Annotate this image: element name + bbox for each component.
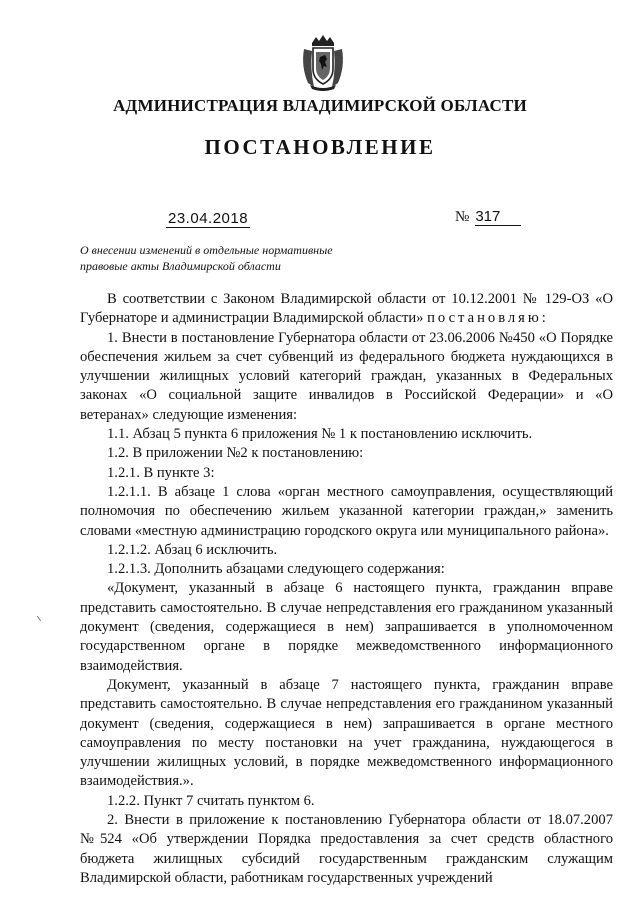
paragraph: 1.2.1.3. Дополнить абзацами следующего содержания: [107,561,445,578]
paragraph: 1.2.2. Пункт 7 считать пунктом 6. [107,792,315,809]
preamble-text: В соответствии с Законом Владимирской области от 10.12.2001 № 129-ОЗ «О Губернаторе и администрации Владимирской области» [80,291,613,327]
coat-of-arms-icon [298,33,348,91]
paragraph-preamble [80,290,613,329]
subject-line: правовые акты Владимирской области [80,259,281,273]
paragraph: Документ, указанный в абзаце 7 настоящего пункта, гражданин вправе представить самостоятельно. В случае непредставления его гражданином указанный документ (сведения, содержащиеся в нем) запрашивается в органе местного самоуправления по месту постановки на учет гражданина, нуждающегося в улучшении жилищных условий, в порядке межведомственного информационного взаимодействия.». [80,676,613,790]
document-date: 23.04.2018 [168,210,249,227]
number-value: 317 [475,208,521,226]
paragraph: 2. Внести в приложение к постановлению Губернатора области от 18.07.2007 №524 «Об утверждении Порядка предоставления за счет средств областного бюджета жилищных субсидий государственным гражданским служащим Владимирской области, работникам государственных учреждений [80,812,613,886]
number-sign: № [455,209,470,225]
resolve-word: постановляю: [427,310,549,327]
margin-mark [37,613,45,621]
paragraph: 1. Внести в постановление Губернатора области от 23.06.2006 №450 «О Порядке обеспечения жильем за счет субвенций из федерального бюджета нуждающихся в улучшении жилищных условий категорий граждан, указанных в Федеральных законах «О социальной защите инвалидов в Российской Федерации» и «О ветеранах» следующие изменения: [80,329,613,423]
paragraph: 1.2. В приложении №2 к постановлению: [107,445,364,462]
agency-name: АДМИНИСТРАЦИЯ ВЛАДИМИРСКОЙ ОБЛАСТИ [113,96,527,115]
subject-line: О внесении изменений в отдельные нормативные [80,243,333,257]
document-number [455,208,521,226]
paragraph: 1.1. Абзац 5 пункта 6 приложения № 1 к постановлению исключить. [107,426,533,443]
paragraph: «Документ, указанный в абзаце 6 настоящего пункта, гражданин вправе представить самостоятельно. В случае непредставления его гражданином указанный документ (сведения, содержащиеся в нем) запрашивается в уполномоченном государственном органе в порядке межведомственного информационного взаимодействия. [80,580,613,674]
paragraph: 1.2.1.2. Абзац 6 исключить. [107,541,278,558]
document-type: ПОСТАНОВЛЕНИЕ [204,135,436,159]
document-subject [80,242,380,274]
paragraph: 1.2.1.1. В абзаце 1 слова «орган местного самоуправления, осуществляющий полномочия по обеспечению жильем указанной категории граждан,» заменить словами «местную администрацию городского округа или муниципального района». [80,483,613,539]
document-body [80,290,613,888]
paragraph: 1.2.1. В пункте 3: [107,464,215,481]
